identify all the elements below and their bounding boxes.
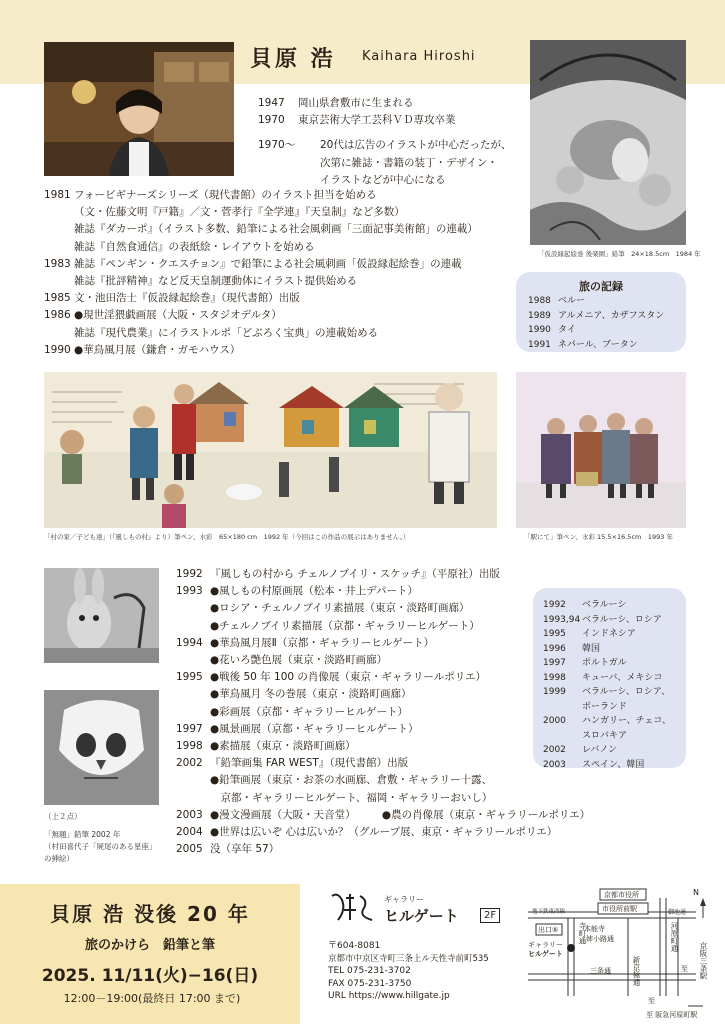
travel-row: ポーランド: [582, 701, 628, 712]
bio-row: （文・佐藤文明『戸籍』／文・菅孝行『全学連』『天皇制』など多数）: [74, 206, 405, 219]
travel-row: 1999 ベラルーシ、ロシア、: [543, 687, 671, 697]
travel-row: 1998 キューバ、メキシコ: [543, 672, 663, 683]
illustration-skull-dog: [44, 690, 159, 805]
bio-row: 2003 ●漫文漫画展（大阪・天音堂） ●農の肖像展（東京・ギャラリールポリエ）: [176, 808, 591, 821]
gallery-info: [328, 940, 489, 1003]
travel-row: 2002 レバノン: [543, 745, 618, 755]
artist-photo: [44, 42, 234, 176]
map-city-hall: 京都市役所: [604, 891, 639, 899]
illustration-korakuen: [530, 40, 686, 245]
bio-row: ●彩画展（京都・ギャラリーヒルゲート）: [210, 705, 408, 718]
illustration-village: [44, 372, 497, 528]
bio-row: 1947 岡山県倉敷市に生まれる: [258, 97, 414, 109]
gallery-zip: 〒604-8081: [328, 941, 381, 951]
exhibition-title: 貝原 浩 没後 20 年: [50, 902, 250, 926]
travel-record-box: [516, 272, 686, 352]
bio-row: 1992 『風しもの村から チェルノブイリ・スケッチ』（平原社）出版: [176, 568, 500, 580]
artist-name-ja: 貝原 浩: [250, 47, 336, 72]
map-north: N: [693, 888, 699, 897]
travel-row: 1992 ベラルーシ: [543, 600, 627, 610]
travel-list-2: [533, 588, 686, 772]
bio-row: ●チェルノブイリ素描展（京都・ギャラリーヒルゲート）: [210, 619, 480, 632]
caption-village: 「村の家／子ども達」（『風しもの村』より）筆ペン、水彩 65×180 cm 1992 年（今回はこの作品の展示はありません。）: [44, 533, 410, 541]
map-oike: 御池通: [668, 909, 687, 916]
map-temple: 本能寺: [584, 925, 605, 933]
bio-row: 次第に雑誌・書籍の装丁・デザイン・: [320, 156, 498, 169]
travel-row: 1997 ポルトガル: [543, 658, 627, 668]
artist-name-en: Kaihara Hiroshi: [362, 49, 476, 64]
bio-row: 雑誌『ダカーポ』（イラスト多数、鉛筆による社会風刺画「三面記事美術館」の連載）: [74, 223, 478, 236]
bio-row: ●鉛筆画展（東京・お茶の水画廊、倉敷・ギャラリー十露、: [210, 774, 493, 787]
bio-mid: [44, 187, 478, 359]
illustration-rabbit: [44, 568, 159, 663]
caption-left-title: 「無題」鉛筆 2002 年: [44, 830, 121, 839]
bio-row: ●華鳥風月 冬の巻展（東京・淡路町画廊）: [210, 688, 412, 701]
bio-row: 1986 ●現世淫猥戯画展（大阪・スタジオデルタ）: [44, 309, 282, 322]
map-gallery-label: ギャラリー: [528, 941, 563, 949]
gallery-logo-mark: [328, 890, 376, 926]
gallery-label-small: ギャラリー: [384, 895, 424, 904]
bio-row: 2004 ●世界は広いぞ 心は広いか？（グループ展、東京・ギャラリールポリエ）: [176, 826, 558, 839]
bio-row: 1998 ●素描展（東京・淡路町画廊）: [176, 740, 356, 753]
bio-row: 京都・ギャラリーヒルゲート、福岡・ギャラリーおいし）: [210, 791, 493, 804]
travel-row: 1993,94 ベラルーシ、ロシア: [543, 614, 662, 625]
bio-row: 1970 東京芸術大学工芸科ＶＤ専攻卒業: [258, 114, 456, 127]
map-to-1: 至: [681, 965, 688, 973]
travel-record-title: 旅の記録: [579, 280, 623, 293]
travel-row: 2003 スペイン、韓国: [543, 759, 645, 770]
exhibition-subtitle: 旅のかけら 鉛筆と筆: [84, 938, 215, 953]
bio-row: 1983 雑誌『ペンギン・クエスチョン』で鉛筆による社会風刺画「仮設縁起絵巻」の連載: [44, 257, 462, 270]
bio-top: [258, 95, 512, 189]
bio-row: 1981 フォービギナーズシリーズ（現代書館）のイラスト担当を始める: [44, 189, 377, 201]
gallery-url[interactable]: URL https://www.hillgate.jp: [328, 991, 450, 1001]
caption-korakuen: 「仮設縁起絵巻 後楽園」鉛筆 24×18.5cm 1984 年: [538, 250, 701, 258]
caption-station: 「駅にて」筆ペン、水彩 15.5×16.5cm 1993 年: [524, 533, 673, 541]
travel-row: 2000 ハンガリー、チェコ、: [543, 716, 672, 726]
bio-bottom: [176, 566, 590, 858]
bio-row: 雑誌『現代農業』にイラストルポ「どぶろく宝典」の連載始める: [74, 326, 379, 339]
bio-row: ●ロシア・チェルノブイリ素描展（東京・淡路町画廊）: [210, 602, 470, 615]
exhibition-date: 2025. 11/11(火)−16(日): [41, 966, 259, 986]
travel-row: 1991 ネパール、ブータン: [528, 339, 638, 350]
exhibition-hours: 12:00－19:00(最終日 17:00 まで): [63, 992, 241, 1005]
travel-row: スロバキア: [582, 730, 628, 741]
gallery-tel: TEL 075-231-3702: [328, 966, 411, 976]
bio-row: イラストなどが中心になる: [320, 173, 446, 186]
bio-row: 1990 ●華鳥風月展（鎌倉・ガモハウス）: [44, 343, 241, 356]
map-to-2: 至: [648, 997, 655, 1005]
caption-left-note: （上２点）: [44, 812, 82, 821]
caption-left-source-2: の挿絵）: [44, 854, 74, 863]
travel-list: [516, 294, 686, 352]
map-sanjo: 三条通: [590, 967, 611, 975]
travel-row: 1995 インドネシア: [543, 629, 636, 639]
map-hankyu: 至 阪急河原町駅: [646, 1011, 698, 1019]
bio-row: 1994 ●華鳥風月展Ⅱ（京都・ギャラリーヒルゲート）: [176, 636, 435, 649]
bio-row: 1970～ 20代は広告のイラストが中心だったが、: [258, 139, 512, 152]
map-subway-line: 地下鉄東西線: [532, 909, 566, 915]
gallery-floor: 2F: [480, 908, 500, 923]
travel-record-box-2: [533, 588, 686, 768]
travel-row: 1988 ベルー: [528, 296, 586, 306]
gallery-fax: FAX 075-231-3750: [328, 978, 412, 989]
map-kawaramachi: 河原町通: [670, 922, 679, 952]
bio-row: 雑誌『批評精神』など反天皇制運動体にイラスト提供始める: [74, 275, 358, 288]
caption-left-source: （村田喜代子「屍尾のある星座」: [44, 842, 157, 851]
gallery-address: 京都市中京区寺町三条上ル天性寺前町535: [328, 953, 489, 964]
map-anekoji: 姉小路通: [586, 935, 614, 943]
bio-row: 2002 『鉛筆画集 FAR WEST』（現代書館）出版: [176, 757, 409, 770]
map-shinkyogoku: 新京極通: [632, 956, 641, 986]
bio-row: 雑誌『自然食通信』の表紙絵・レイアウトを始める: [74, 240, 315, 253]
bio-row: 1985 文・池田浩士『仮設縁起絵巻』（現代書館）出版: [44, 292, 300, 305]
bio-row: ●花いろ艶色展（東京・淡路町画廊）: [210, 654, 388, 667]
bio-row: 1997 ●風景画展（京都・ギャラリーヒルゲート）: [176, 722, 419, 735]
travel-row: 1990 タイ: [528, 325, 576, 335]
map-gallery-label-2: ヒルゲート: [528, 950, 563, 958]
access-map: [528, 888, 713, 1020]
illustration-station: [516, 372, 686, 528]
bio-row: 1993 ●風しもの村原画展（松本・井上デパート）: [176, 585, 419, 598]
gallery-name: ヒルゲート: [384, 907, 459, 925]
map-exit: 出口⑤: [538, 926, 559, 934]
map-teramachi: 寺町通: [578, 922, 587, 945]
bio-row: 2005 没（享年 57）: [176, 843, 280, 856]
travel-row: 1996 韓国: [543, 643, 601, 654]
bio-row: 1995 ●戦後 50 年 100 の肖像展（東京・ギャラリールポリエ）: [176, 671, 486, 684]
travel-row: 1989 アルメニア、カザフスタン: [528, 310, 665, 321]
map-station-top: 市役所前駅: [602, 905, 637, 913]
map-keihan: 京阪三条駅: [699, 942, 708, 980]
